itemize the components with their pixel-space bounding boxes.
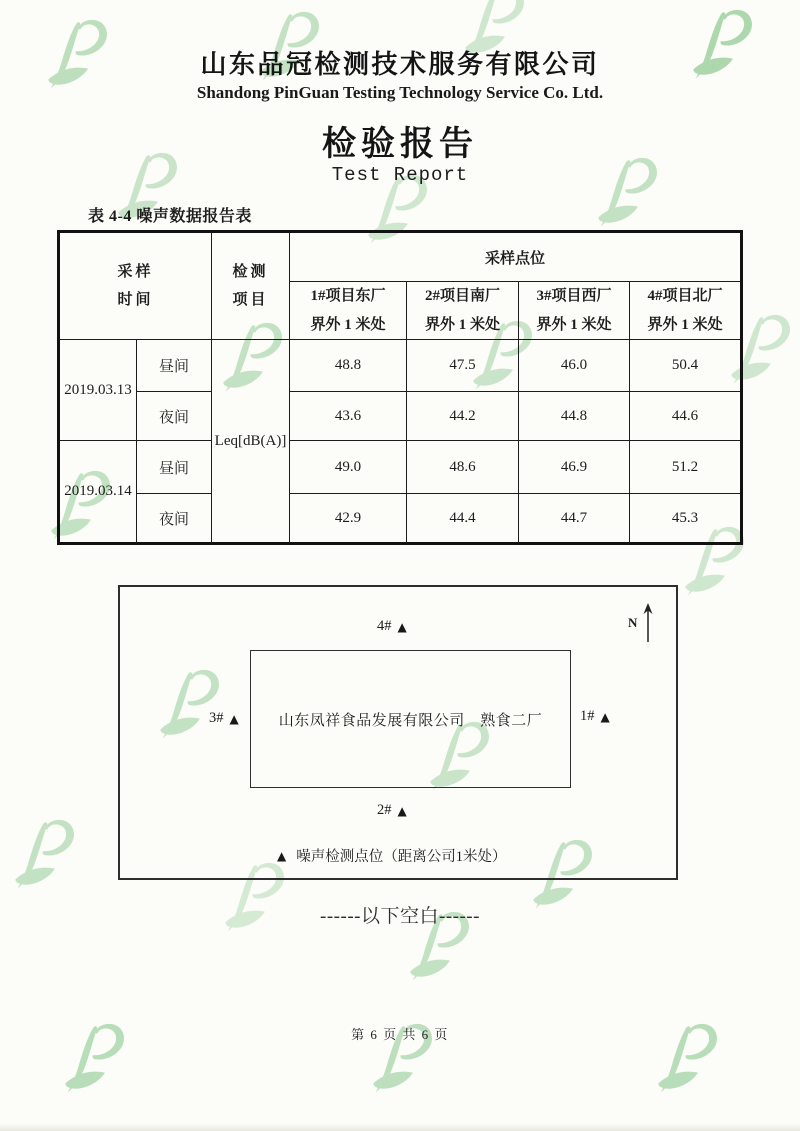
noise-point-marker-3 — [209, 710, 239, 727]
legend-text: 噪声检测点位（距离公司1米处） — [296, 849, 507, 865]
period-cell: 夜间 — [137, 392, 212, 441]
company-name-en: Shandong PinGuan Testing Technology Service Co. Ltd. — [196, 83, 604, 102]
legend-triangle-icon: ▲ — [277, 848, 287, 863]
value-cell: 47.5 — [407, 340, 519, 392]
value-cell: 46.0 — [519, 340, 630, 392]
value-cell: 45.3 — [630, 494, 742, 544]
value-cell: 44.8 — [519, 392, 630, 441]
value-cell: 43.6 — [290, 392, 407, 441]
marker-label: 4# — [377, 618, 392, 634]
value-cell: 48.6 — [407, 441, 519, 494]
factory-label: 山东凤祥食品发展有限公司 熟食二厂 — [278, 712, 543, 729]
value-cell: 44.2 — [407, 392, 519, 441]
scan-edge-shadow — [0, 1123, 800, 1131]
triangle-marker-icon: ▲ — [229, 711, 239, 726]
point-header-4: 4#项目北厂 界外 1 米处 — [630, 282, 742, 340]
value-cell: 50.4 — [630, 340, 742, 392]
date-cell: 2019.03.14 — [59, 441, 137, 544]
report-title-en: Test Report — [331, 164, 469, 186]
point-header-1: 1#项目东厂 界外 1 米处 — [290, 282, 407, 340]
noise-point-marker-4 — [377, 618, 407, 635]
value-cell: 44.6 — [630, 392, 742, 441]
triangle-marker-icon: ▲ — [397, 619, 407, 634]
value-cell: 44.7 — [519, 494, 630, 544]
report-title-cn: 检验报告 — [322, 126, 478, 163]
sample-time-header: 采样时间 — [59, 232, 212, 340]
north-indicator — [628, 603, 654, 643]
value-cell: 51.2 — [630, 441, 742, 494]
marker-label: 2# — [377, 802, 392, 818]
triangle-marker-icon: ▲ — [600, 709, 610, 724]
factory-building — [250, 650, 571, 788]
table-caption: 表 4-4 噪声数据报告表 — [88, 208, 252, 225]
value-cell: 44.4 — [407, 494, 519, 544]
plan-legend — [277, 845, 506, 866]
triangle-marker-icon: ▲ — [397, 803, 407, 818]
test-item-value-cell: Leq[dB(A)] — [212, 340, 290, 544]
noise-point-marker-2 — [377, 802, 407, 819]
page-footer: 第 6 页 共 6 页 — [351, 1027, 449, 1042]
blank-below-note: ------以下空白------ — [320, 906, 480, 927]
company-name-cn: 山东品冠检测技术服务有限公司 — [200, 50, 600, 79]
noise-point-marker-1 — [580, 708, 610, 725]
north-label: N — [628, 615, 638, 630]
marker-label: 1# — [580, 708, 595, 724]
value-cell: 42.9 — [290, 494, 407, 544]
period-cell: 昼间 — [137, 340, 212, 392]
value-cell: 46.9 — [519, 441, 630, 494]
value-cell: 48.8 — [290, 340, 407, 392]
test-item-header: 检测项目 — [212, 232, 290, 340]
north-arrow-icon — [642, 603, 654, 643]
point-header-2: 2#项目南厂 界外 1 米处 — [407, 282, 519, 340]
point-header-3: 3#项目西厂 界外 1 米处 — [519, 282, 630, 340]
period-cell: 昼间 — [137, 441, 212, 494]
date-cell: 2019.03.13 — [59, 340, 137, 441]
sample-points-header: 采样点位 — [290, 232, 742, 282]
value-cell: 49.0 — [290, 441, 407, 494]
marker-label: 3# — [209, 710, 224, 726]
noise-data-table — [57, 230, 743, 545]
period-cell: 夜间 — [137, 494, 212, 544]
